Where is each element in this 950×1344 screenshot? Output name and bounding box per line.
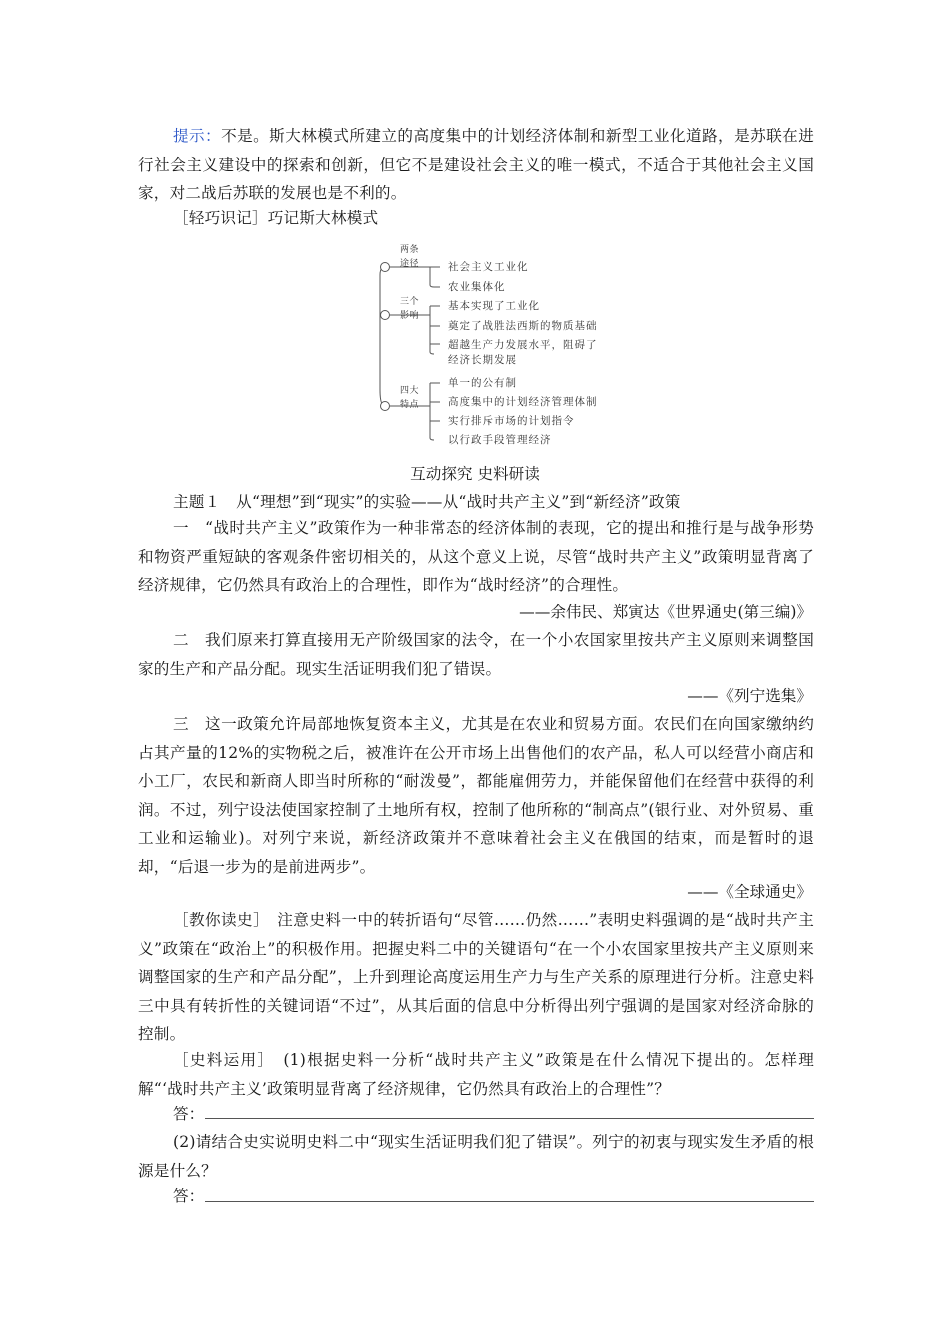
hint-paragraph bbox=[138, 122, 814, 208]
mindmap-group-1-label bbox=[400, 243, 419, 271]
material-2-text: 二 我们原来打算直接用无产阶级国家的法令，在一个小农国家里按共产主义原则来调整国家的生产和产品分配。现实生活证明我们犯了错误。 bbox=[138, 631, 814, 678]
mindmap-group-2-label-line1: 三个 bbox=[400, 297, 420, 307]
section-title: 互动探究 史料研读 bbox=[410, 465, 540, 483]
mindmap-group-2-label bbox=[400, 295, 419, 323]
topic-heading: 主题１ 从“理想”到“现实”的实验——从“战时共产主义”到“新经济”政策 bbox=[173, 493, 681, 511]
material-3-source: ——《全球通史》 bbox=[687, 883, 812, 901]
mindmap-group-3-label-line1: 四大 bbox=[400, 386, 420, 396]
material-3-text: 三 这一政策允许局部地恢复资本主义，尤其是在农业和贸易方面。农民们在向国家缴纳约占其产量的12%的实物税之后，被准许在公开市场上出售他们的农产品，私人可以经营小商店和小工厂，农民和新商人即当时所称的“耐泼曼”，都能雇佣劳力，并能保留他们在经营中获得的利润。不过，列宁设法使国家控制了土地所有权，控制了他所称的“制高点”(银行业、对外贸易、重工业和运输业)。对列宁来说，新经济政策并不意味着社会主义在俄国的结束，而是暂时的退却，“后退一步为的是前进两步”。 bbox=[138, 715, 814, 876]
stalin-model-mindmap bbox=[370, 240, 630, 455]
memory-tip-heading: ［轻巧识记］巧记斯大林模式 bbox=[173, 209, 379, 227]
mindmap-group-3-label bbox=[400, 384, 419, 412]
mindmap-group-2-label-line2: 影响 bbox=[400, 311, 420, 321]
mindmap-item: 以行政手段管理经济 bbox=[448, 434, 552, 446]
answer-1-line[interactable] bbox=[205, 1118, 814, 1119]
mindmap-item: 实行排斥市场的计划指令 bbox=[448, 415, 575, 427]
question-1: ［史料运用］ (1)根据史料一分析“战时共产主义”政策是在什么情况下提出的。怎样理解“‘战时共产主义’政策明显背离了经济规律，它仍然具有政治上的合理性”？ bbox=[138, 1051, 814, 1098]
answer-2-line[interactable] bbox=[205, 1201, 814, 1202]
mindmap-item: 高度集中的计划经济管理体制 bbox=[448, 396, 598, 408]
mindmap-item: 基本实现了工业化 bbox=[448, 300, 540, 312]
hint-text: 不是。斯大林模式所建立的高度集中的计划经济体制和新型工业化道路，是苏联在进行社会主义建设中的探索和创新，但它不是建设社会主义的唯一模式，不适合于其他社会主义国家，对二战后苏联的发展也是不利的。 bbox=[138, 127, 814, 202]
mindmap-item: 超越生产力发展水平，阻碍了 bbox=[448, 339, 598, 351]
mindmap-group-1-label-line2: 途径 bbox=[400, 259, 420, 269]
answer-1-label: 答： bbox=[173, 1105, 205, 1123]
answer-2-label: 答： bbox=[173, 1187, 205, 1205]
material-2-source: ——《列宁选集》 bbox=[687, 687, 812, 705]
mindmap-group-1-label-line1: 两条 bbox=[400, 245, 420, 255]
mindmap-item: 经济长期发展 bbox=[448, 354, 517, 366]
mindmap-group-3-label-line2: 特点 bbox=[400, 400, 420, 410]
question-2: (2)请结合史实说明史料二中“现实生活证明我们犯了错误”。列宁的初衷与现实发生矛盾的根源是什么？ bbox=[138, 1133, 814, 1180]
material-1-source: ——余伟民、郑寅达《世界通史(第三编)》 bbox=[519, 603, 812, 621]
mindmap-item: 社会主义工业化 bbox=[448, 261, 529, 273]
mindmap-item: 单一的公有制 bbox=[448, 377, 517, 389]
reading-guide: ［教你读史］ 注意史料一中的转折语句“尽管……仍然……”表明史料强调的是“战时共产主义”政策在“政治上”的积极作用。把握史料二中的关键语句“在一个小农国家里按共产主义原则来调整国家的生产和产品分配”，上升到理论高度运用生产力与生产关系的原理进行分析。注意史料三中具有转折性的关键词语“不过”，从其后面的信息中分析得出列宁强调的是国家对经济命脉的控制。 bbox=[138, 911, 814, 1043]
mindmap-item: 农业集体化 bbox=[448, 281, 506, 293]
mindmap-item: 奠定了战胜法西斯的物质基础 bbox=[448, 320, 598, 332]
hint-label: 提示： bbox=[173, 127, 222, 145]
material-1-text: 一 “战时共产主义”政策作为一种非常态的经济体制的表现，它的提出和推行是与战争形势和物资严重短缺的客观条件密切相关的，从这个意义上说，尽管“战时共产主义”政策明显背离了经济规律，它仍然具有政治上的合理性，即作为“战时经济”的合理性。 bbox=[138, 519, 814, 594]
